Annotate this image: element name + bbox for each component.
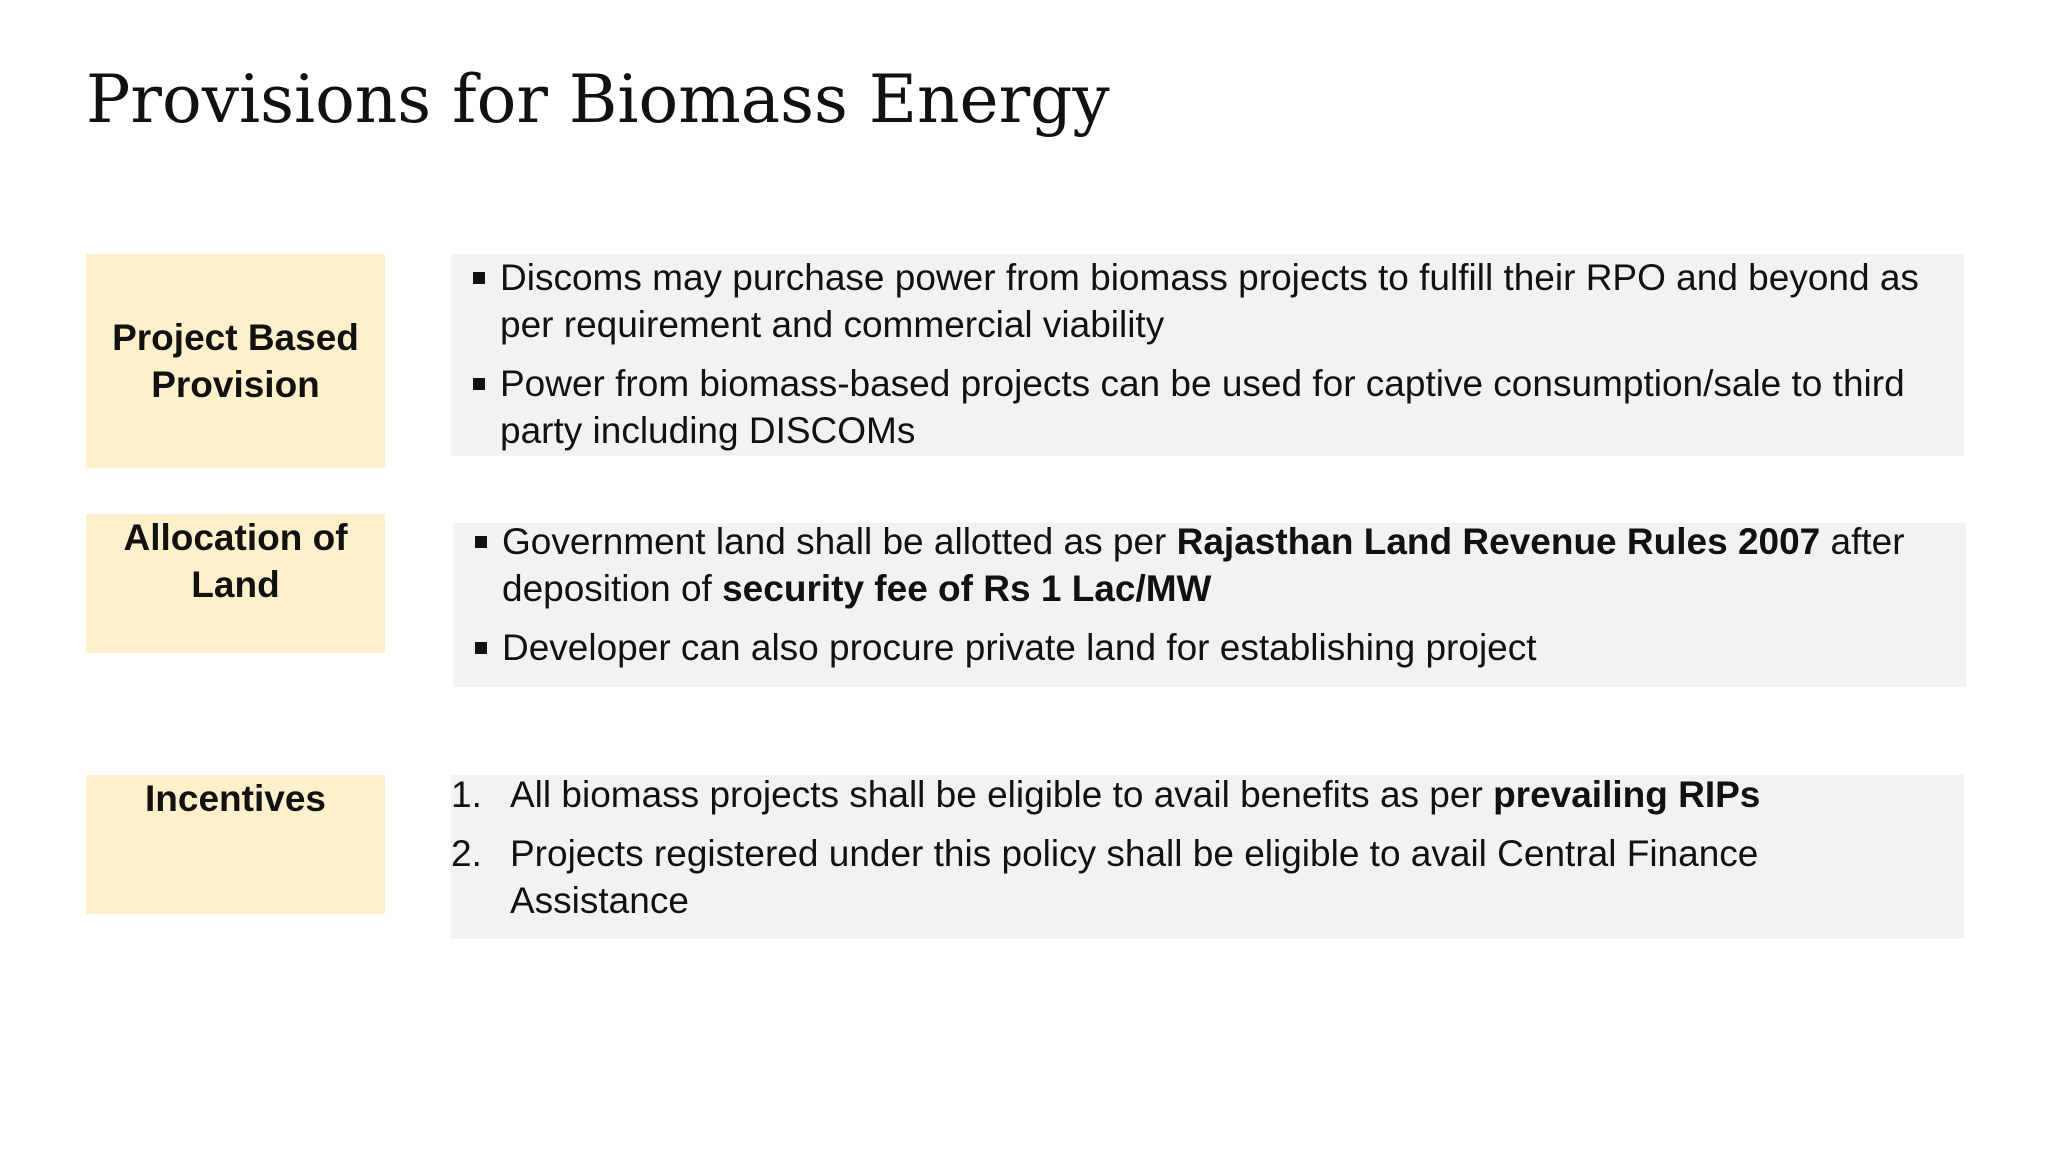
- section-content-allocation-of-land: [453, 523, 1966, 687]
- text-run: Discoms may purchase power from biomass projects to fulfill their RPO and beyond as per requirement and commercial viability: [500, 257, 1919, 345]
- text-run: after deposition of: [502, 521, 1905, 609]
- list-item-text: [451, 254, 1964, 348]
- list-item: [451, 771, 1964, 818]
- text-run: Government land shall be allotted as per: [502, 521, 1177, 562]
- square-bullet-icon: [475, 536, 487, 548]
- list-item-text: [453, 518, 1966, 612]
- list-item-text: [451, 360, 1964, 454]
- section-label-line: Project Based: [112, 317, 359, 358]
- list-item-text: [451, 830, 1964, 924]
- section-label-allocation-of-land: [86, 514, 385, 653]
- square-bullet-icon: [473, 272, 485, 284]
- text-run: Power from biomass-based projects can be used for captive consumption/sale to third party including DISCOMs: [500, 363, 1905, 451]
- bullet-list: [451, 254, 1964, 466]
- section-label-line: Land: [191, 564, 280, 605]
- bold-text: Rajasthan Land Revenue Rules 2007: [1176, 521, 1821, 562]
- list-item: [451, 830, 1964, 924]
- section-label-text: [123, 514, 347, 608]
- section-label-project-based-provision: [86, 254, 385, 468]
- list-item-text: [453, 624, 1966, 671]
- section-label-line: Incentives: [145, 778, 326, 819]
- list-item: [451, 360, 1964, 454]
- list-item: [453, 518, 1966, 612]
- bold-text: prevailing RIPs: [1493, 774, 1761, 815]
- text-run: Projects registered under this policy shall be eligible to avail Central Finance Assistance: [510, 833, 1759, 921]
- section-label-text: [112, 314, 359, 408]
- square-bullet-icon: [473, 378, 485, 390]
- bold-text: security fee of Rs 1 Lac/MW: [722, 568, 1212, 609]
- text-run: All biomass projects shall be eligible to avail benefits as per: [510, 774, 1494, 815]
- section-label-text: [145, 775, 326, 822]
- section-content-incentives: [451, 775, 1964, 939]
- slide-title: Provisions for Biomass Energy: [86, 61, 1110, 138]
- section-label-line: Allocation of: [123, 517, 348, 558]
- section-label-incentives: [86, 775, 385, 914]
- list-item: [453, 624, 1966, 671]
- text-run: Developer can also procure private land for establishing project: [502, 627, 1537, 668]
- list-item-text: [451, 771, 1964, 818]
- section-content-project-based-provision: [451, 254, 1964, 456]
- square-bullet-icon: [475, 642, 487, 654]
- list-item: [451, 254, 1964, 348]
- bullet-list: [453, 518, 1966, 683]
- list-number: 2.: [451, 833, 482, 874]
- section-label-line: Provision: [151, 364, 320, 405]
- list-number: 1.: [451, 774, 482, 815]
- numbered-list: [451, 771, 1964, 936]
